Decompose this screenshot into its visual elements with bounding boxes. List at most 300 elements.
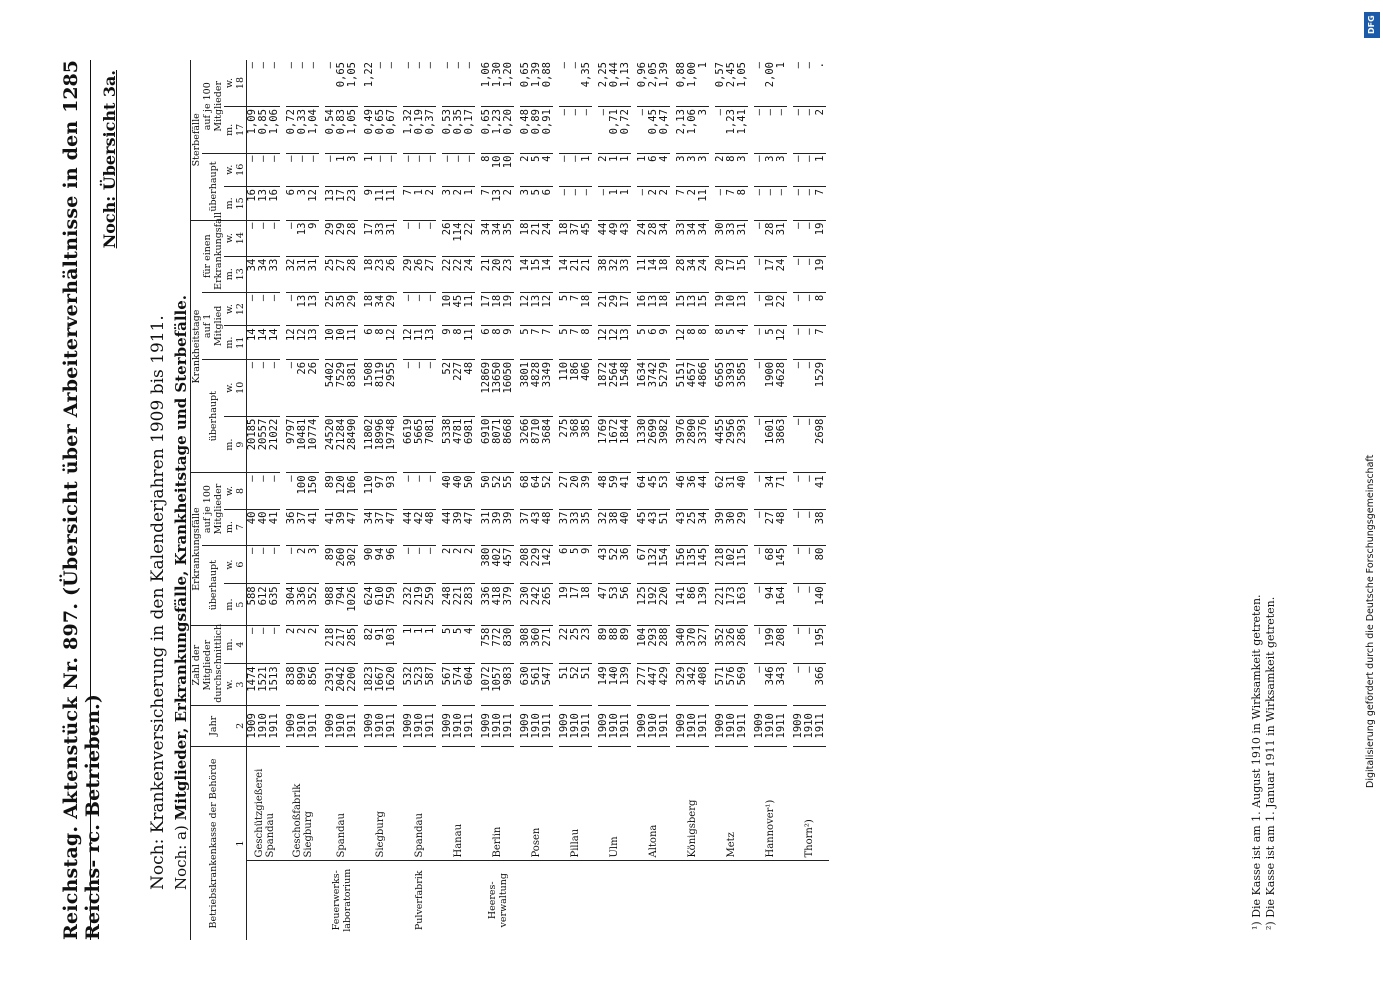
table-row (595, 60, 609, 940)
value-cell: 41 (620, 473, 634, 509)
header-betriebskrankenkasse: Betriebskrankenkasse der Behörde (191, 746, 236, 940)
value-cell: 8 (698, 326, 712, 360)
header-m: m. (224, 509, 235, 545)
value-cell: — (751, 292, 765, 326)
value-cell: 12 (595, 326, 609, 360)
value-cell: — (414, 292, 425, 326)
fund-name: Ulm (595, 746, 634, 860)
value-cell: — (297, 153, 308, 187)
value-cell: — (804, 60, 815, 107)
value-cell: 1 (609, 187, 620, 221)
year-cell: 1911 (425, 705, 439, 746)
value-cell: — (269, 60, 283, 107)
value-cell: 195 (815, 625, 829, 664)
header-erk-je100: auf je 100 Mitglieder (202, 473, 224, 545)
table-row (712, 60, 726, 940)
value-cell: — (425, 153, 439, 187)
value-cell: 1 (414, 625, 425, 664)
value-cell: 102 (726, 545, 737, 584)
value-cell: — (790, 625, 804, 664)
value-cell: 18 (556, 220, 570, 256)
value-cell: 32 (609, 256, 620, 292)
value-cell: 293 (648, 625, 659, 664)
value-cell: 418 (492, 584, 503, 625)
column-number: 6 (235, 545, 247, 584)
value-cell: 13 (297, 220, 308, 256)
value-cell: 24 (634, 220, 648, 256)
value-cell: 1057 (492, 664, 503, 705)
value-cell: — (283, 60, 297, 107)
value-cell: 2200 (347, 664, 361, 705)
value-cell: 47 (595, 584, 609, 625)
value-cell: 3801 (517, 359, 531, 416)
value-cell: 23 (581, 625, 595, 664)
table-row (517, 60, 531, 940)
value-cell: 27 (425, 256, 439, 292)
value-cell: 447 (648, 664, 659, 705)
value-cell: 48 (425, 509, 439, 545)
value-cell: 1,05 (347, 60, 361, 107)
value-cell: 2,13 (673, 107, 687, 153)
value-cell: 285 (347, 625, 361, 664)
value-cell: 5 (765, 326, 776, 360)
value-cell: 7 (542, 326, 556, 360)
value-cell: 219 (414, 584, 425, 625)
value-cell: 19 (712, 292, 726, 326)
value-cell: 1,39 (659, 60, 673, 107)
value-cell: 39 (581, 473, 595, 509)
column-number: 17 (235, 107, 247, 153)
value-cell: 19 (556, 584, 570, 625)
value-cell: 31 (308, 256, 322, 292)
value-cell: 41 (815, 473, 829, 509)
value-cell: 0,71 (609, 107, 620, 153)
value-cell: 25 (570, 625, 581, 664)
value-cell: 10 (322, 326, 336, 360)
value-cell: 229 (531, 545, 542, 584)
value-cell: — (790, 292, 804, 326)
value-cell: 15 (698, 292, 712, 326)
value-cell: 38 (815, 509, 829, 545)
value-cell: — (751, 509, 765, 545)
value-cell: 8381 (347, 359, 361, 416)
value-cell: 352 (712, 625, 726, 664)
value-cell: 17 (570, 584, 581, 625)
value-cell: 3684 (542, 416, 556, 473)
footnote-1: ¹) Die Kasse ist am 1. August 1910 in Wirksamkeit getreten. (1250, 594, 1263, 930)
value-cell: 22 (439, 256, 453, 292)
value-cell: 11 (698, 187, 712, 221)
value-cell: 50 (478, 473, 492, 509)
value-cell: 1508 (361, 359, 375, 416)
value-cell: 4 (542, 153, 556, 187)
value-cell: 227 (453, 359, 464, 416)
value-cell: 5 (556, 326, 570, 360)
value-cell: 28490 (347, 416, 361, 473)
value-cell: — (247, 292, 259, 326)
value-cell: 93 (386, 473, 400, 509)
value-cell: 23 (375, 256, 386, 292)
value-cell: 39 (492, 509, 503, 545)
value-cell: 12 (297, 326, 308, 360)
value-cell: 16 (247, 187, 259, 221)
value-cell: 115 (737, 545, 751, 584)
value-cell: — (751, 625, 765, 664)
value-cell: 1,32 (400, 107, 414, 153)
value-cell: 19748 (386, 416, 400, 473)
value-cell: 271 (542, 625, 556, 664)
value-cell: 44 (698, 473, 712, 509)
value-cell: 1 (815, 153, 829, 187)
group-label (634, 860, 673, 940)
value-cell: 1672 (609, 416, 620, 473)
value-cell: 1,20 (503, 60, 517, 107)
value-cell: — (751, 153, 765, 187)
value-cell: 11 (347, 326, 361, 360)
year-cell: 1910 (609, 705, 620, 746)
value-cell: 1 (581, 153, 595, 187)
value-cell: 22 (464, 220, 478, 256)
value-cell: 38 (595, 256, 609, 292)
header-kt-fuer-einen: für einen Erkrankungsfall (202, 220, 224, 292)
value-cell: 55 (503, 473, 517, 509)
running-header (60, 60, 104, 940)
value-cell: 10 (503, 153, 517, 187)
value-cell: 457 (503, 545, 517, 584)
value-cell: 0,53 (439, 107, 453, 153)
value-cell: 2699 (648, 416, 659, 473)
value-cell: 45 (453, 292, 464, 326)
group-label (556, 860, 595, 940)
running-head-text: Reichstag. Aktenstück Nr. 897. (Übersicht über Arbeiterverhältnisse in den Reichs- rc. Betrieben.) (60, 120, 104, 940)
year-cell: 1910 (648, 705, 659, 746)
value-cell: 43 (595, 545, 609, 584)
value-cell: 13 (322, 187, 336, 221)
value-cell: — (439, 153, 453, 187)
value-cell: 1,23 (492, 107, 503, 153)
value-cell: — (258, 473, 269, 509)
value-cell: 29 (386, 292, 400, 326)
value-cell: — (790, 153, 804, 187)
value-cell: 71 (776, 473, 790, 509)
value-cell: — (269, 220, 283, 256)
value-cell: 218 (712, 545, 726, 584)
value-cell: 1,00 (687, 60, 698, 107)
value-cell: 13 (425, 326, 439, 360)
value-cell: 23 (503, 256, 517, 292)
value-cell: 2 (595, 153, 609, 187)
value-cell: — (790, 107, 804, 153)
value-cell: 40 (258, 509, 269, 545)
value-cell: 0,72 (283, 107, 297, 153)
value-cell: 40 (620, 509, 634, 545)
value-cell: — (790, 473, 804, 509)
value-cell: 18 (581, 292, 595, 326)
value-cell: 88 (609, 625, 620, 664)
statistics-table (190, 60, 832, 940)
value-cell: — (804, 416, 815, 473)
value-cell: 0,85 (258, 107, 269, 153)
value-cell: 11 (386, 187, 400, 221)
value-cell: 4628 (776, 359, 790, 416)
value-cell: — (570, 153, 581, 187)
value-cell: 24520 (322, 416, 336, 473)
header-erk-ueberhaupt: überhaupt (202, 545, 224, 625)
value-cell: 34 (361, 509, 375, 545)
value-cell: 173 (726, 584, 737, 625)
value-cell: — (751, 584, 765, 625)
value-cell: 1769 (595, 416, 609, 473)
rotated-content (60, 50, 1300, 950)
year-cell: 1911 (737, 705, 751, 746)
value-cell: 21 (478, 256, 492, 292)
value-cell: 1,06 (269, 107, 283, 153)
value-cell: 8710 (531, 416, 542, 473)
value-cell: 34 (765, 473, 776, 509)
year-cell: 1910 (414, 705, 425, 746)
value-cell: — (386, 60, 400, 107)
fund-name: Thorn²) (790, 746, 829, 860)
value-cell: 7 (400, 187, 414, 221)
value-cell: 288 (659, 625, 673, 664)
column-number: 13 (235, 256, 247, 292)
value-cell: 1521 (258, 664, 269, 705)
value-cell: 33 (620, 256, 634, 292)
year-cell: 1910 (336, 705, 347, 746)
value-cell: 8 (726, 153, 737, 187)
value-cell: 8 (492, 326, 503, 360)
value-cell: 5402 (322, 359, 336, 416)
value-cell: — (322, 153, 336, 187)
value-cell: 1072 (478, 664, 492, 705)
value-cell: 39 (336, 509, 347, 545)
value-cell: — (804, 107, 815, 153)
year-cell: 1911 (698, 705, 712, 746)
value-cell: 14 (517, 256, 531, 292)
column-number: 9 (235, 416, 247, 473)
value-cell: 16050 (503, 359, 517, 416)
value-cell: 48 (595, 473, 609, 509)
value-cell: 68 (765, 545, 776, 584)
value-cell: 3863 (776, 416, 790, 473)
value-cell: 1 (620, 153, 634, 187)
value-cell: 132 (648, 545, 659, 584)
value-cell: 14 (648, 256, 659, 292)
value-cell: — (414, 545, 425, 584)
value-cell: — (414, 473, 425, 509)
value-cell: 1 (609, 153, 620, 187)
value-cell: 17 (620, 292, 634, 326)
value-cell: — (400, 60, 414, 107)
value-cell: 13 (492, 187, 503, 221)
value-cell: — (400, 545, 414, 584)
value-cell: — (765, 187, 776, 221)
value-cell: 2393 (737, 416, 751, 473)
header-sterbefaelle: Sterbefälle (191, 60, 203, 220)
value-cell: — (790, 60, 804, 107)
value-cell: 630 (517, 664, 531, 705)
value-cell: 2,25 (595, 60, 609, 107)
column-number: 5 (235, 584, 247, 625)
value-cell: 5 (570, 545, 581, 584)
value-cell: 64 (634, 473, 648, 509)
column-number: 10 (235, 359, 247, 416)
value-cell: 150 (308, 473, 322, 509)
value-cell: 103 (386, 625, 400, 664)
value-cell: 28 (648, 220, 659, 256)
value-cell: 9 (503, 326, 517, 360)
value-cell: 10 (765, 292, 776, 326)
value-cell: 8071 (492, 416, 503, 473)
value-cell: — (400, 220, 414, 256)
header-m: m. (224, 584, 235, 625)
column-number: 4 (235, 625, 247, 664)
value-cell: — (556, 153, 570, 187)
value-cell: — (453, 60, 464, 107)
value-cell: 5 (634, 326, 648, 360)
value-cell: 52 (492, 473, 503, 509)
value-cell: 24 (464, 256, 478, 292)
value-cell: — (751, 416, 765, 473)
value-cell: 1,06 (478, 60, 492, 107)
value-cell: 1,41 (737, 107, 751, 153)
value-cell: 40 (737, 473, 751, 509)
value-cell: 248 (439, 584, 453, 625)
fund-name: Berlin (478, 746, 517, 860)
value-cell: 40 (453, 473, 464, 509)
value-cell: 1529 (815, 359, 829, 416)
value-cell: 6619 (400, 416, 414, 473)
column-number: 8 (235, 473, 247, 509)
value-cell: 29 (347, 292, 361, 326)
year-cell: 1909 (595, 705, 609, 746)
year-cell: 1911 (308, 705, 322, 746)
fund-name: Posen (517, 746, 556, 860)
value-cell: — (414, 60, 425, 107)
value-cell: 48 (776, 509, 790, 545)
value-cell: 13 (648, 292, 659, 326)
value-cell: 0,33 (297, 107, 308, 153)
year-cell: 1909 (439, 705, 453, 746)
value-cell: 5 (726, 326, 737, 360)
value-cell: 1823 (361, 664, 375, 705)
value-cell: — (283, 545, 297, 584)
value-cell: 145 (776, 545, 790, 584)
value-cell: 52 (439, 359, 453, 416)
value-cell: 18 (659, 292, 673, 326)
value-cell: 0,37 (425, 107, 439, 153)
value-cell: 8119 (375, 359, 386, 416)
value-cell: 3 (439, 187, 453, 221)
column-number: 15 (235, 187, 247, 221)
value-cell: 34 (375, 292, 386, 326)
value-cell: 221 (712, 584, 726, 625)
value-cell: 1330 (634, 416, 648, 473)
fund-name: Spandau (322, 746, 361, 860)
value-cell: 385 (581, 416, 595, 473)
value-cell: 45 (581, 220, 595, 256)
value-cell: — (556, 107, 570, 153)
value-cell: 39 (712, 509, 726, 545)
page-number: 1285 (60, 60, 82, 113)
value-cell: — (425, 60, 439, 107)
value-cell: 34 (492, 220, 503, 256)
value-cell: 96 (386, 545, 400, 584)
value-cell: 612 (258, 584, 269, 625)
footnotes (1250, 70, 1278, 930)
year-cell: 1911 (620, 705, 634, 746)
value-cell: 1 (698, 60, 712, 107)
value-cell: 12 (400, 326, 414, 360)
fund-name: Königsberg (673, 746, 712, 860)
value-cell: 5279 (659, 359, 673, 416)
value-cell: 145 (698, 545, 712, 584)
value-cell: 8 (712, 326, 726, 360)
group-label (751, 860, 790, 940)
value-cell: 8 (453, 326, 464, 360)
value-cell: 90 (361, 545, 375, 584)
table-head (191, 60, 247, 940)
value-cell: 7 (673, 187, 687, 221)
value-cell: 0,65 (336, 60, 347, 107)
value-cell: 18 (361, 256, 375, 292)
value-cell: 547 (542, 664, 556, 705)
table-row (283, 60, 297, 940)
value-cell: 186 (570, 359, 581, 416)
value-cell: 286 (737, 625, 751, 664)
value-cell: 988 (322, 584, 336, 625)
value-cell: 7 (570, 292, 581, 326)
value-cell: — (308, 60, 322, 107)
value-cell: 429 (659, 664, 673, 705)
value-cell: — (634, 187, 648, 221)
value-cell: 19 (503, 292, 517, 326)
value-cell: 21 (581, 256, 595, 292)
value-cell: 36 (620, 545, 634, 584)
fund-name: Pillau (556, 746, 595, 860)
value-cell: 9 (308, 220, 322, 256)
value-cell: 25 (687, 509, 698, 545)
value-cell: 31 (478, 509, 492, 545)
value-cell: 11 (414, 326, 425, 360)
value-cell: 336 (478, 584, 492, 625)
fund-name: Siegburg (361, 746, 400, 860)
value-cell: 31 (386, 220, 400, 256)
value-cell: 51 (556, 664, 570, 705)
value-cell: — (247, 625, 259, 664)
value-cell: 0,88 (673, 60, 687, 107)
value-cell: 336 (297, 584, 308, 625)
value-cell: — (790, 545, 804, 584)
value-cell: — (804, 153, 815, 187)
value-cell: — (425, 545, 439, 584)
value-cell: 0,89 (531, 107, 542, 153)
value-cell: 4455 (712, 416, 726, 473)
value-cell: 14 (258, 326, 269, 360)
value-cell: 89 (595, 625, 609, 664)
value-cell: 3982 (659, 416, 673, 473)
value-cell: 29 (400, 256, 414, 292)
value-cell: — (712, 187, 726, 221)
value-cell: 18 (581, 584, 595, 625)
value-cell: 2 (503, 187, 517, 221)
value-cell: 12 (283, 326, 297, 360)
value-cell: 28 (347, 256, 361, 292)
value-cell: 277 (634, 664, 648, 705)
value-cell: 3976 (673, 416, 687, 473)
value-cell: 120 (336, 473, 347, 509)
year-cell: 1909 (712, 705, 726, 746)
